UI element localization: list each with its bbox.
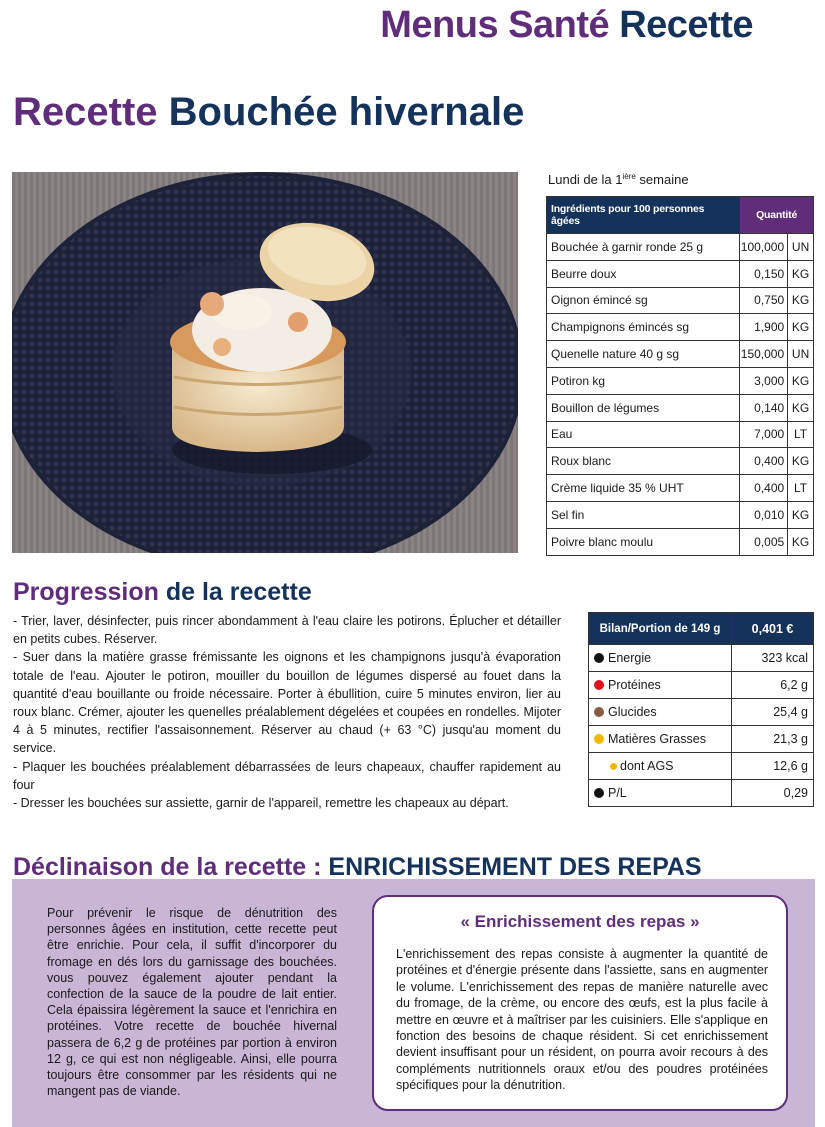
progression-step: - Plaquer les bouchées préalablement débarrassées de leurs chapeaux, chauffer rapidement au four	[13, 759, 561, 792]
progression-step: - Suer dans la matière grasse frémissante les oignons et les champignons jusqu'à évaporation totale de l'eau. Ajouter le potiron, mouiller du bouillon de légumes dispersé au fouet dans la quantité d'eau bouillante ou froide nécessaire. Porter à ébullition, cuire 5 minutes environ, lier au roux blanc. Crémer, ajouter les quenelles préalablement dégelées et coupées en rondelles. Mijoter 4 à 5 minutes, rectifier l'assaisonnement. Réserver au chaud (+ 63 °C) jusqu'au moment du service.	[13, 650, 561, 756]
ingredient-quantity: 7,000	[740, 421, 788, 448]
declinaison-text: Pour prévenir le risque de dénutrition des personnes âgées en institution, cette recette peut être enrichie. Pour cela, il suffit d'incorporer du fromage en dés lors du garnissage des bouchées. vous pouvez également ajouter pendant la confection de la sauce de la poudre de lait entier. Cela épaissira légèrement la sauce et l'enrichira en protéines. Votre recette de bouchée hivernal passera de 6,2 g de protéines par portion à environ 12 g, ce qui est non négligeable. Ainsi, elle pourra toujours être consommer par les résidents qui ne mangent pas de viande.	[47, 906, 337, 1099]
nutrition-row	[589, 672, 814, 699]
nutrition-value: 6,2 g	[732, 672, 814, 699]
nutrition-header-label: Bilan/Portion de 149 g	[589, 613, 732, 645]
nutrient-dot-icon	[610, 763, 617, 770]
ingredient-row	[547, 367, 814, 394]
ingredient-quantity: 1,900	[740, 314, 788, 341]
nutrition-header-price: 0,401 €	[732, 613, 814, 645]
ingredient-row	[547, 475, 814, 502]
progression-step: - Dresser les bouchées sur assiette, garnir de l'appareil, remettre les chapeaux au départ.	[13, 796, 509, 811]
nutrition-label-cell	[589, 672, 732, 699]
ingredient-name: Oignon émincé sg	[547, 287, 740, 314]
ingredient-name: Poivre blanc moulu	[547, 528, 740, 555]
nutrition-label: P/L	[608, 786, 627, 800]
nutrition-value: 323 kcal	[732, 645, 814, 672]
ingredient-name: Beurre doux	[547, 260, 740, 287]
nutrition-label: Glucides	[608, 705, 657, 719]
ingredient-name: Bouillon de légumes	[547, 394, 740, 421]
nutrition-label: Energie	[608, 651, 652, 665]
ingredient-unit: UN	[788, 341, 814, 368]
ingredient-row	[547, 501, 814, 528]
ingredients-col-header: Ingrédients pour 100 personnes âgées	[547, 197, 740, 234]
nutrition-value: 0,29	[732, 780, 814, 807]
ingredient-unit: KG	[788, 314, 814, 341]
ingredient-row	[547, 448, 814, 475]
nutrient-dot-icon	[594, 788, 604, 798]
nutrition-row	[589, 726, 814, 753]
nutrition-row	[589, 753, 814, 780]
nutrition-label-cell	[589, 780, 732, 807]
header-recette: Recette	[619, 4, 753, 46]
nutrition-label-cell	[589, 753, 732, 780]
recipe-title-name: Bouchée hivernale	[168, 90, 525, 134]
header-menus-sante: Menus Santé	[380, 4, 610, 46]
ingredient-row	[547, 260, 814, 287]
quantity-col-header: Quantité	[740, 197, 814, 234]
ingredient-name: Sel fin	[547, 501, 740, 528]
ingredient-quantity: 0,750	[740, 287, 788, 314]
ingredient-name: Bouchée à garnir ronde 25 g	[547, 234, 740, 261]
ingredient-unit: LT	[788, 421, 814, 448]
ingredient-unit: KG	[788, 367, 814, 394]
ingredient-unit: KG	[788, 260, 814, 287]
ingredient-unit: KG	[788, 287, 814, 314]
day-line-sup: ière	[622, 172, 636, 181]
progression-step: - Trier, laver, désinfecter, puis rincer abondamment à l'eau claire les potirons. Éplucher et détailler en petits cubes. Réserver.	[13, 614, 561, 647]
nutrition-value: 12,6 g	[732, 753, 814, 780]
day-line	[548, 172, 689, 187]
ingredient-quantity: 3,000	[740, 367, 788, 394]
declinaison-title	[13, 853, 702, 882]
ingredient-quantity: 0,400	[740, 448, 788, 475]
ingredient-quantity: 0,005	[740, 528, 788, 555]
nutrition-label-cell	[589, 726, 732, 753]
ingredient-unit: LT	[788, 475, 814, 502]
nutrition-label: Matières Grasses	[608, 732, 706, 746]
nutrient-dot-icon	[594, 680, 604, 690]
ingredient-row	[547, 528, 814, 555]
dish-photo	[12, 172, 518, 553]
recipe-title	[13, 90, 524, 135]
declinaison-title-part1: Déclinaison de la recette :	[13, 853, 322, 881]
progression-title-part1: Progression	[13, 578, 159, 606]
ingredient-quantity: 0,400	[740, 475, 788, 502]
nutrition-label-cell	[589, 699, 732, 726]
ingredient-row	[547, 394, 814, 421]
progression-title	[13, 578, 312, 607]
ingredient-quantity: 0,010	[740, 501, 788, 528]
nutrition-value: 21,3 g	[732, 726, 814, 753]
ingredient-row	[547, 314, 814, 341]
progression-title-part2: de la recette	[165, 578, 312, 606]
ingredient-unit: KG	[788, 501, 814, 528]
nutrition-table	[588, 612, 814, 807]
day-line-prefix: Lundi de la 1	[548, 172, 623, 187]
enrichissement-text: L'enrichissement des repas consiste à augmenter la quantité de protéines et d'énergie présente dans l'assiette, sans en augmenter le volume. L'enrichissement des repas de manière naturelle avec du fromage, de la crème, ou encore des œufs, est la plus facile à mettre en œuvre et à maîtriser par les cuisiniers. Elle s'applique en fonction des besoins de chaque résident. Si cet enrichissement devient insuffisant pour un résident, on pourra avoir recours à des compléments nutritionnels oraux et/ou des poudres protéinées spécifiques pour la dénutrition.	[396, 947, 768, 1093]
declinaison-title-part2: ENRICHISSEMENT DES REPAS	[328, 853, 702, 881]
nutrition-header-row	[589, 613, 814, 645]
nutrient-dot-icon	[594, 707, 604, 717]
ingredient-name: Quenelle nature 40 g sg	[547, 341, 740, 368]
nutrition-row	[589, 645, 814, 672]
progression-text	[13, 612, 561, 812]
ingredient-row	[547, 341, 814, 368]
ingredient-name: Eau	[547, 421, 740, 448]
ingredient-name: Roux blanc	[547, 448, 740, 475]
ingredients-header-row	[547, 197, 814, 234]
enrichissement-title: « Enrichissement des repas »	[460, 912, 700, 931]
nutrition-label: dont AGS	[620, 759, 674, 773]
ingredient-row	[547, 234, 814, 261]
nutrition-row	[589, 780, 814, 807]
nutrition-label-cell	[589, 645, 732, 672]
ingredient-row	[547, 421, 814, 448]
ingredients-table	[546, 196, 814, 556]
ingredient-quantity: 100,000	[740, 234, 788, 261]
ingredient-name: Crème liquide 35 % UHT	[547, 475, 740, 502]
ingredient-name: Champignons émincés sg	[547, 314, 740, 341]
ingredient-unit: UN	[788, 234, 814, 261]
recipe-title-prefix: Recette	[13, 90, 158, 134]
ingredients-body	[547, 234, 814, 556]
page-header	[380, 4, 753, 47]
ingredient-unit: KG	[788, 448, 814, 475]
ingredient-quantity: 150,000	[740, 341, 788, 368]
nutrient-dot-icon	[594, 653, 604, 663]
ingredient-name: Potiron kg	[547, 367, 740, 394]
nutrition-body	[589, 645, 814, 807]
nutrition-value: 25,4 g	[732, 699, 814, 726]
nutrient-dot-icon	[594, 734, 604, 744]
nutrition-label: Protéines	[608, 678, 661, 692]
ingredient-quantity: 0,140	[740, 394, 788, 421]
ingredient-row	[547, 287, 814, 314]
nutrition-row	[589, 699, 814, 726]
day-line-suffix: semaine	[635, 172, 689, 187]
ingredient-unit: KG	[788, 394, 814, 421]
ingredient-quantity: 0,150	[740, 260, 788, 287]
ingredient-unit: KG	[788, 528, 814, 555]
